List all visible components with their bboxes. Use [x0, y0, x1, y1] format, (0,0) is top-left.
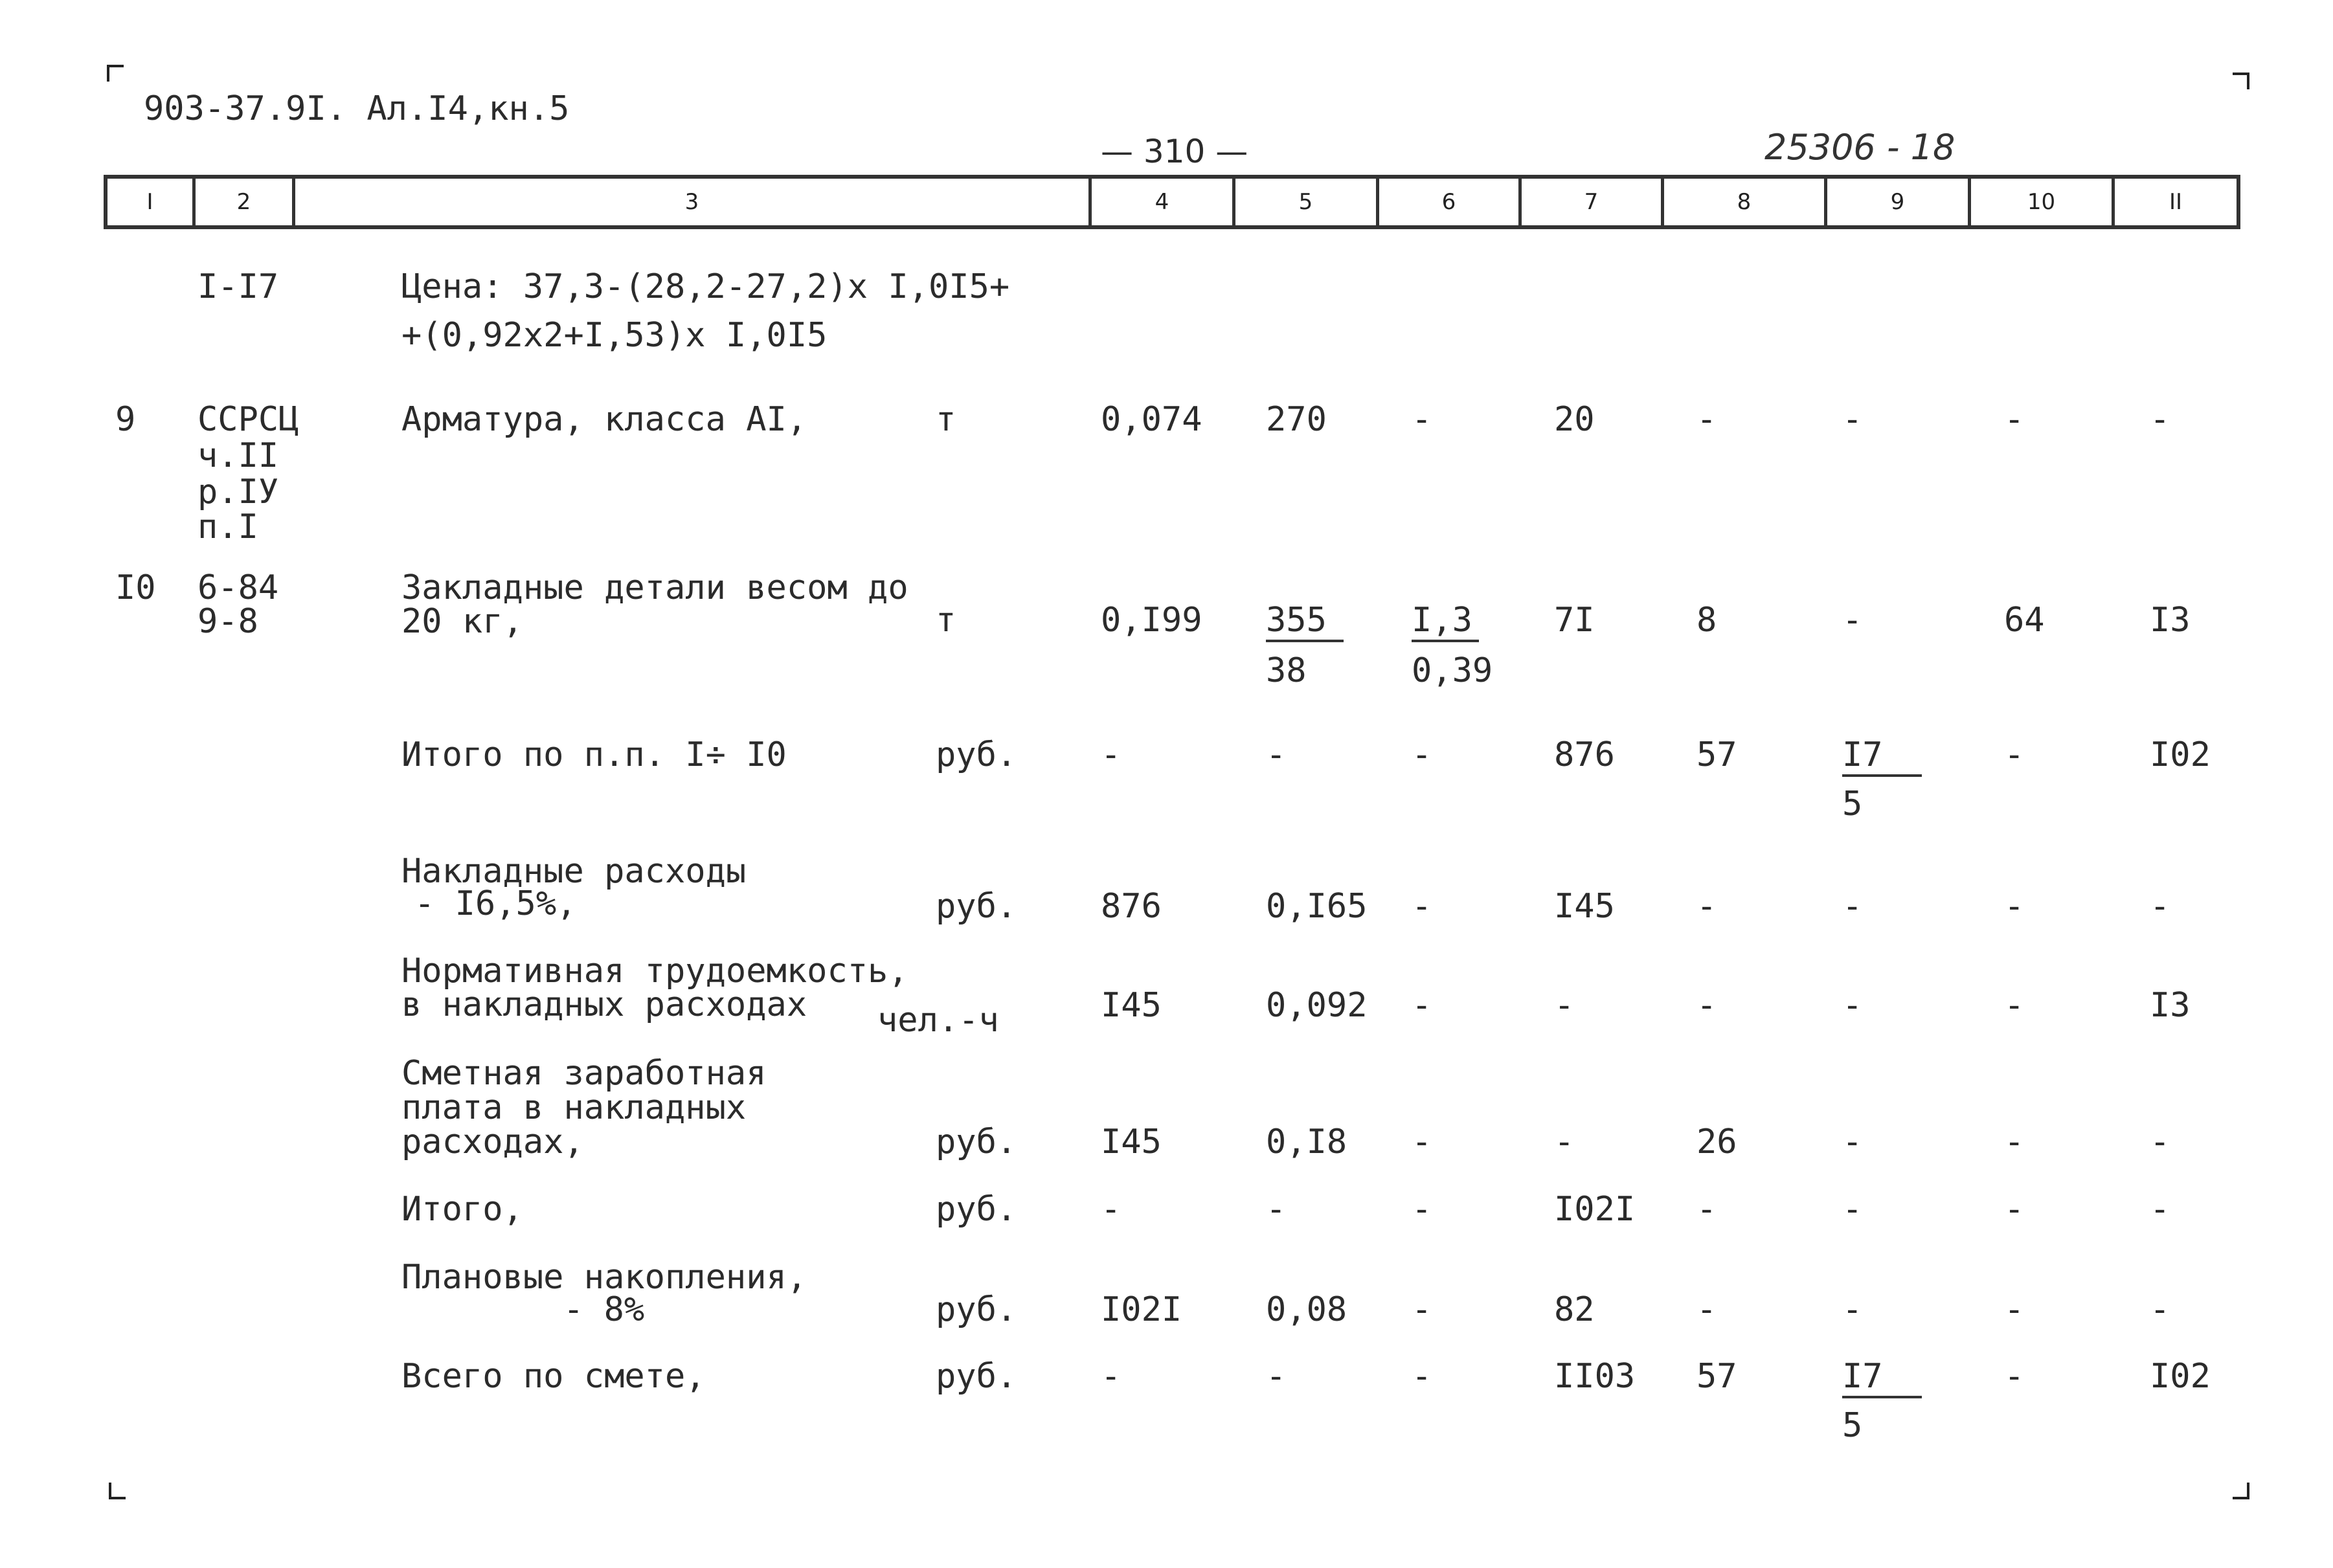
row-10-col-5: - — [1266, 1357, 1287, 1396]
row-3-number: I0 — [115, 568, 156, 607]
column-header-5: 5 — [1235, 179, 1379, 225]
row-7-desc-line-3: расходах, — [401, 1123, 584, 1161]
page-number: — 310 — — [1101, 133, 1248, 170]
row-2-code-line-2: ч.II — [197, 436, 279, 475]
row-9-desc-line-1: Плановые накопления, — [401, 1258, 807, 1297]
row-6-col-10: - — [2004, 986, 2025, 1025]
row-2-col-5: 270 — [1266, 400, 1327, 439]
row-3-col-6-top — [1412, 602, 1479, 642]
row-9-col-7: 82 — [1554, 1290, 1595, 1329]
row-8-col-8: - — [1696, 1190, 1717, 1229]
row-10-col-4: - — [1101, 1357, 1121, 1396]
row-9-col-4: I02I — [1101, 1290, 1182, 1329]
row-8-desc: Итого, — [401, 1190, 523, 1229]
row-10-col-7: II03 — [1554, 1357, 1636, 1396]
row-3-desc-line-1: Закладные детали весом до — [401, 568, 908, 607]
column-header-10: 10 — [1971, 179, 2115, 225]
row-3-col-11: I3 — [2150, 601, 2191, 640]
row-8-col-7: I02I — [1554, 1190, 1636, 1229]
column-header-4: 4 — [1092, 179, 1235, 225]
row-9-col-6: - — [1412, 1290, 1432, 1329]
column-header-1: I — [107, 179, 196, 225]
row-4-col-11: I02 — [2150, 735, 2211, 774]
row-7-col-6: - — [1412, 1123, 1432, 1161]
row-1-desc-line-2: +(0,92x2+I,53)x I,0I5 — [401, 316, 828, 355]
row-6-col-9: - — [1842, 986, 1863, 1025]
row-2-desc: Арматура, класса АI, — [401, 400, 807, 439]
row-8-col-10: - — [2004, 1190, 2025, 1229]
row-4-col-9-numerator: I7 — [1842, 737, 1922, 777]
row-8-col-11: - — [2150, 1190, 2170, 1229]
row-9-unit: руб. — [936, 1290, 1017, 1329]
row-2-col-10: - — [2004, 400, 2025, 439]
row-5-col-4: 876 — [1101, 887, 1162, 926]
row-3-unit: т — [936, 601, 956, 640]
row-3-col-6-bottom: 0,39 — [1412, 651, 1493, 690]
row-1-desc-line-1: Цена: 37,3-(28,2-27,2)x I,0I5+ — [401, 267, 1010, 306]
row-5-col-11: - — [2150, 887, 2170, 926]
row-8-col-9: - — [1842, 1190, 1863, 1229]
row-4-col-4: - — [1101, 735, 1121, 774]
row-7-col-10: - — [2004, 1123, 2025, 1161]
row-10-col-11: I02 — [2150, 1357, 2211, 1396]
row-4-col-8: 57 — [1696, 735, 1737, 774]
row-7-unit: руб. — [936, 1123, 1017, 1161]
column-header-2: 2 — [196, 179, 295, 225]
row-7-col-11: - — [2150, 1123, 2170, 1161]
row-5-col-9: - — [1842, 887, 1863, 926]
corner-mark-top-right — [2233, 73, 2249, 89]
column-header-7: 7 — [1522, 179, 1664, 225]
row-3-col-9: - — [1842, 601, 1863, 640]
row-8-col-6: - — [1412, 1190, 1432, 1229]
corner-mark-bottom-left — [109, 1483, 126, 1499]
row-3-code-line-2: 9-8 — [197, 602, 258, 641]
row-6-col-5: 0,092 — [1266, 986, 1368, 1025]
row-4-col-10: - — [2004, 735, 2025, 774]
row-3-col-8: 8 — [1696, 601, 1717, 640]
row-5-col-8: - — [1696, 887, 1717, 926]
row-6-col-7: - — [1554, 986, 1575, 1025]
row-7-desc-line-2: плата в накладных — [401, 1088, 747, 1127]
row-10-desc: Всего по смете, — [401, 1357, 706, 1396]
row-3-col-7: 7I — [1554, 601, 1595, 640]
row-9-col-10: - — [2004, 1290, 2025, 1329]
row-10-col-8: 57 — [1696, 1357, 1737, 1396]
row-5-unit: руб. — [936, 887, 1017, 926]
column-header-row — [104, 175, 2240, 229]
row-3-desc-line-2: 20 кг, — [401, 602, 523, 641]
row-7-col-9: - — [1842, 1123, 1863, 1161]
row-6-desc-line-2: в накладных расходах — [401, 985, 807, 1024]
row-10-unit: руб. — [936, 1357, 1017, 1396]
column-header-6: 6 — [1379, 179, 1522, 225]
row-5-desc-line-2: - I6,5%, — [414, 884, 577, 923]
row-8-col-5: - — [1266, 1190, 1287, 1229]
row-3-code-line-1: 6-84 — [197, 568, 279, 607]
row-6-col-4: I45 — [1101, 986, 1162, 1025]
row-4-unit: руб. — [936, 735, 1017, 774]
row-5-col-10: - — [2004, 887, 2025, 926]
row-2-unit: т — [936, 400, 956, 439]
row-7-col-8: 26 — [1696, 1123, 1737, 1161]
row-5-col-5: 0,I65 — [1266, 887, 1368, 926]
row-10-col-9-numerator: I7 — [1842, 1358, 1922, 1398]
handwritten-number: 25306 - 18 — [1764, 127, 1955, 168]
row-2-code-line-4: п.I — [197, 508, 258, 546]
row-2-number: 9 — [115, 400, 136, 439]
row-9-col-5: 0,08 — [1266, 1290, 1347, 1329]
row-2-col-9: - — [1842, 400, 1863, 439]
column-header-8: 8 — [1664, 179, 1827, 225]
row-10-col-9-top — [1842, 1358, 1922, 1398]
row-9-col-8: - — [1696, 1290, 1717, 1329]
row-2-col-4: 0,074 — [1101, 400, 1202, 439]
row-4-col-6: - — [1412, 735, 1432, 774]
row-4-col-5: - — [1266, 735, 1287, 774]
row-7-col-5: 0,I8 — [1266, 1123, 1347, 1161]
row-7-desc-line-1: Сметная заработная — [401, 1054, 767, 1093]
row-3-col-4: 0,I99 — [1101, 601, 1202, 640]
row-2-code-line-3: р.IУ — [197, 473, 279, 511]
row-2-col-11: - — [2150, 400, 2170, 439]
row-5-desc-line-1: Накладные расходы — [401, 852, 747, 891]
row-7-col-4: I45 — [1101, 1123, 1162, 1161]
row-6-col-11: I3 — [2150, 986, 2191, 1025]
row-4-desc: Итого по п.п. I÷ I0 — [401, 735, 787, 774]
row-6-unit: чел.-ч — [877, 1001, 999, 1040]
row-7-col-7: - — [1554, 1123, 1575, 1161]
row-5-col-7: I45 — [1554, 887, 1615, 926]
row-9-col-11: - — [2150, 1290, 2170, 1329]
row-3-col-10: 64 — [2004, 601, 2045, 640]
row-4-col-9-top — [1842, 737, 1922, 777]
document-reference: 903-37.9I. Ал.I4,кн.5 — [144, 89, 570, 128]
row-2-col-7: 20 — [1554, 400, 1595, 439]
row-4-col-7: 876 — [1554, 735, 1615, 774]
row-10-col-9-bottom: 5 — [1842, 1406, 1863, 1445]
row-10-col-10: - — [2004, 1357, 2025, 1396]
row-4-col-9-bottom: 5 — [1842, 785, 1863, 823]
column-header-11: II — [2169, 189, 2183, 215]
corner-mark-bottom-right — [2233, 1483, 2249, 1499]
row-9-col-9: - — [1842, 1290, 1863, 1329]
row-6-desc-line-1: Нормативная трудоемкость, — [401, 952, 908, 991]
row-2-col-8: - — [1696, 400, 1717, 439]
row-3-col-5-numerator: 355 — [1266, 602, 1344, 642]
row-3-col-6-numerator: I,3 — [1412, 602, 1479, 642]
column-header-9: 9 — [1827, 179, 1971, 225]
row-10-col-6: - — [1412, 1357, 1432, 1396]
column-header-3: 3 — [295, 179, 1092, 225]
row-8-col-4: - — [1101, 1190, 1121, 1229]
row-8-unit: руб. — [936, 1190, 1017, 1229]
row-3-col-5-bottom: 38 — [1266, 651, 1307, 690]
row-2-col-6: - — [1412, 400, 1432, 439]
row-6-col-6: - — [1412, 986, 1432, 1025]
row-2-code-line-1: ССРСЦ — [197, 400, 299, 439]
row-1-code: I-I7 — [197, 267, 279, 306]
row-5-col-6: - — [1412, 887, 1432, 926]
corner-mark-top-left — [107, 65, 124, 82]
row-3-col-5-top — [1266, 602, 1344, 642]
row-9-desc-line-2: - 8% — [563, 1290, 645, 1329]
row-6-col-8: - — [1696, 986, 1717, 1025]
